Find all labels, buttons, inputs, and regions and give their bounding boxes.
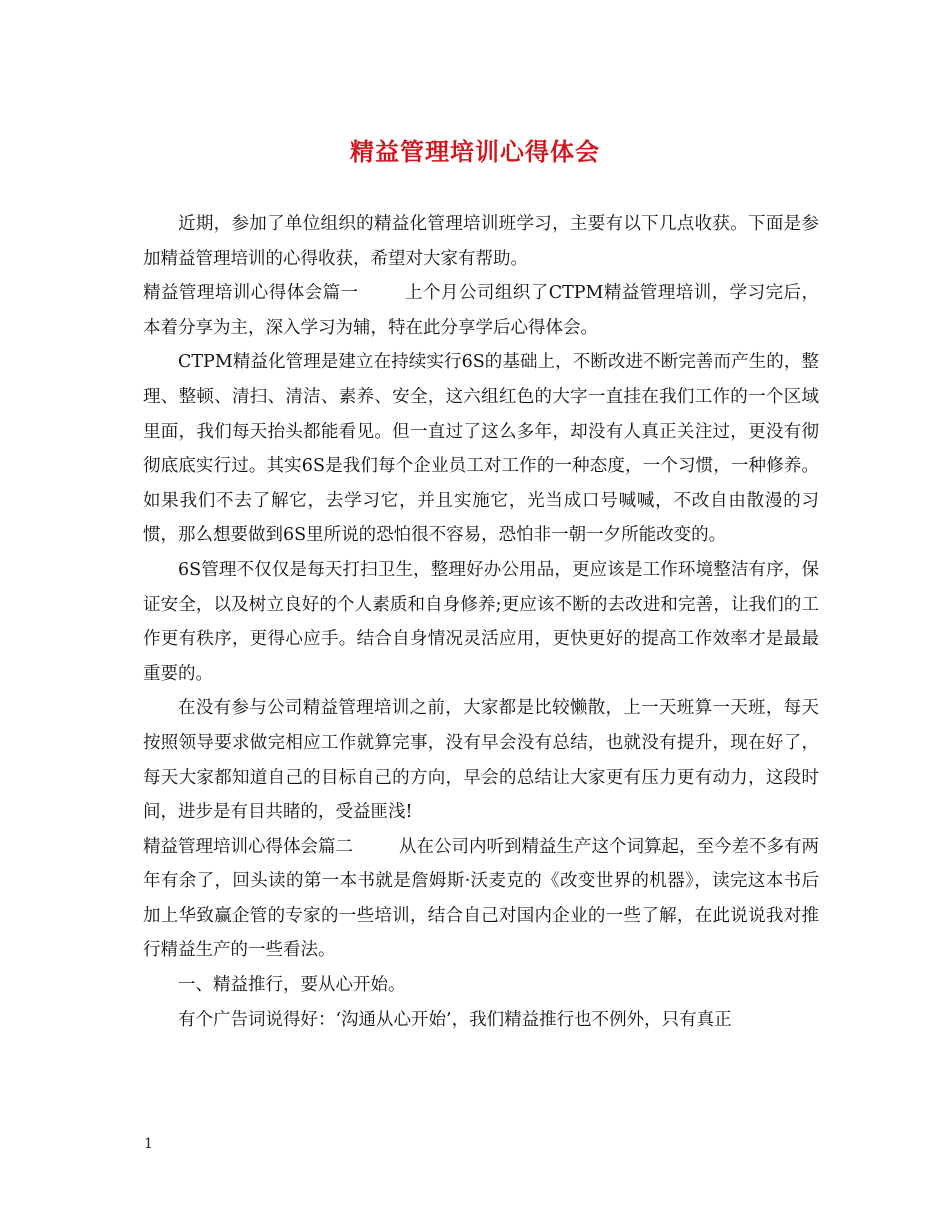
section-heading-one: 精益管理培训心得体会篇一 [143, 283, 359, 304]
section-one-paragraph [143, 276, 819, 345]
paragraph-intro: 近期，参加了单位组织的精益化管理培训班学习，主要有以下几点收获。下面是参加精益管理培训的心得收获，希望对大家有帮助。 [143, 214, 819, 269]
paragraph-ctpm: CTPM精益化管理是建立在持续实行6S的基础上，不断改进不断完善而产生的，整理、整顿、清扫、清洁、素养、安全，这六组红色的大字一直挂在我们工作的一个区域里面，我们每天抬头都能看见。但一直过了这么多年，却没有人真正关注过，更没有彻彻底底实行过。其实6S是我们每个企业员工对工作的一种态度，一个习惯，一种修养。如果我们不去了解它，去学习它，并且实施它，光当成口号喊喊，不改自由散漫的习惯，那么想要做到6S里所说的恐怕很不容易，恐怕非一朝一夕所能改变的。 [143, 352, 819, 546]
document-body [143, 207, 819, 1037]
section-heading-two: 精益管理培训心得体会篇二 [143, 836, 353, 857]
document-title: 精益管理培训心得体会 [350, 138, 600, 166]
paragraph-6s: 6S管理不仅仅是每天打扫卫生，整理好办公用品，更应该是工作环境整洁有序，保证安全，以及树立良好的个人素质和自身修养;更应该不断的去改进和完善，让我们的工作更有秩序，更得心应手。结合自身情况灵活应用，更快更好的提高工作效率才是最最重要的。 [143, 559, 819, 684]
paragraph-point-one: 一、精益推行，要从心开始。 [178, 975, 406, 996]
paragraph-advertising: 有个广告词说得好：‘沟通从心开始’，我们精益推行也不例外，只有真正 [178, 1009, 732, 1030]
page-number: 1 [144, 1136, 153, 1152]
section-one-text: 上个月公司组织了CTPM精益管理培训，学习完后，本着分享为主，深入学习为辅，特在此分享学后心得体会。 [143, 283, 819, 338]
section-two-paragraph [143, 830, 819, 968]
section-two-text: 从在公司内听到精益生产这个词算起，至今差不多有两年有余了，回头读的第一本书就是詹姆斯·沃麦克的《改变世界的机器》，读完这本书后加上华致赢企管的专家的一些培训，结合自己对国内企业的一些了解，在此说说我对推行精益生产的一些看法。 [143, 836, 819, 961]
paragraph-before-training: 在没有参与公司精益管理培训之前，大家都是比较懒散，上一天班算一天班，每天按照领导要求做完相应工作就算完事，没有早会没有总结，也就没有提升，现在好了，每天大家都知道自己的目标自己的方向，早会的总结让大家更有压力更有动力，这段时间，进步是有目共睹的，受益匪浅! [143, 698, 819, 823]
